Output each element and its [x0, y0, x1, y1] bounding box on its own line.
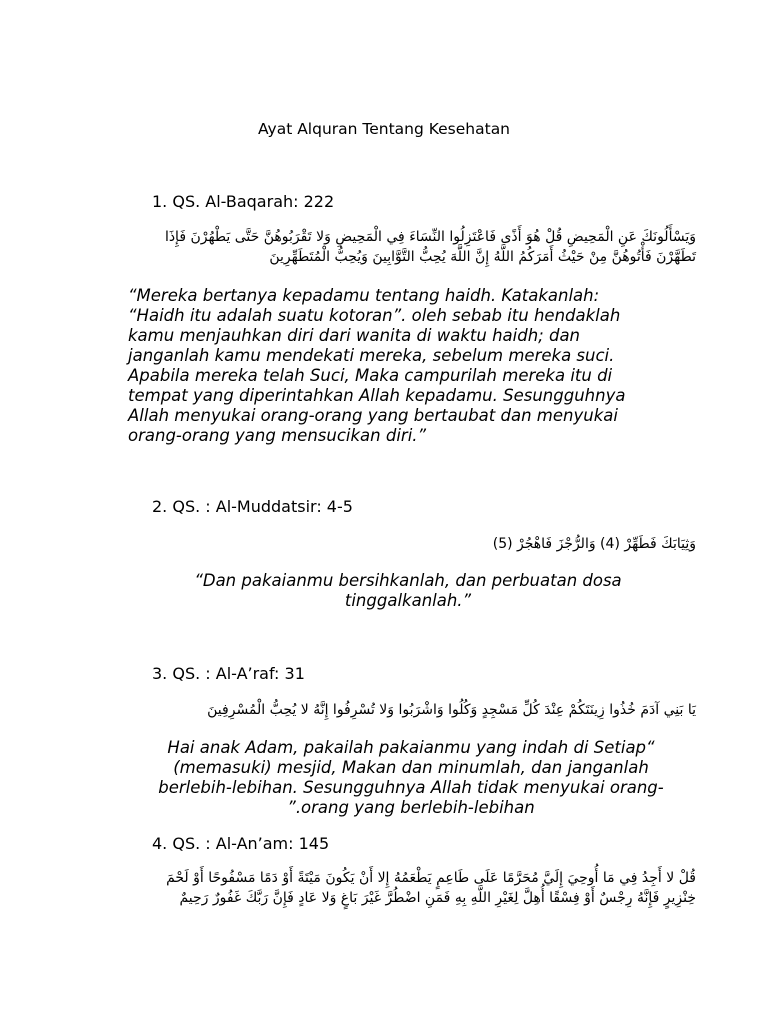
translation-line: janganlah kamu mendekati mereka, sebelum mereka suci. — [128, 346, 615, 365]
arabic-line: وَثِيَابَكَ فَطَهِّرْ (4) وَالرُّجْزَ فَاهْجُرْ (5) — [492, 536, 696, 552]
section-heading-4: 4. QS. : Al-An’am: 145 — [152, 834, 330, 853]
translation-line: “Mereka bertanya kepadamu tentang haidh. Katakanlah: — [128, 286, 600, 305]
translation-line: tinggalkanlah.” — [344, 591, 472, 610]
page-title: Ayat Alquran Tentang Kesehatan — [257, 120, 511, 138]
translation-line: berlebih-lebihan. Sesungguhnya Allah tidak menyukai orang- — [158, 778, 664, 797]
arabic-line: وَيَسْأَلُونَكَ عَنِ الْمَحِيضِ قُلْ هُوَ أَذًى فَاعْتَزِلُوا النِّسَاءَ فِي الْمَحِيضِ وَلا تَقْرَبُوهُنَّ حَتَّى يَطْهُرْنَ فَإِذَا — [164, 229, 696, 245]
arabic-verse-4 — [118, 868, 696, 908]
translation-line: Hai anak Adam, pakailah pakaianmu yang indah di Setiap“ — [167, 738, 655, 757]
arabic-line: قُلْ لا أَجِدُ فِي مَا أُوحِيَ إِلَيَّ مُحَرَّمًا عَلَى طَاعِمٍ يَطْعَمُهُ إِلا أَنْ يَكُونَ مَيْتَةً أَوْ دَمًا مَسْفُوحًا أَوْ لَحْمَ — [166, 870, 696, 886]
translation-2 — [128, 571, 688, 611]
translation-line: Allah menyukai orang-orang yang bertaubat dan menyukai — [128, 406, 618, 425]
arabic-verse-1 — [118, 227, 696, 267]
translation-line: ”.orang yang berlebih-lebihan — [287, 798, 535, 817]
translation-3 — [118, 738, 704, 818]
translation-line: “Haidh itu adalah suatu kotoran”. oleh sebab itu hendaklah — [128, 306, 621, 325]
section-heading-1: 1. QS. Al-Baqarah: 222 — [152, 192, 335, 211]
translation-line: (memasuki) mesjid, Makan dan minumlah, dan janganlah — [173, 758, 649, 777]
section-heading-3: 3. QS. : Al-A’raf: 31 — [152, 664, 305, 683]
arabic-verse-3 — [118, 700, 696, 720]
section-heading-2: 2. QS. : Al-Muddatsir: 4-5 — [152, 497, 353, 516]
translation-line: Apabila mereka telah Suci, Maka campurilah mereka itu di — [128, 366, 613, 385]
translation-line: tempat yang diperintahkan Allah kepadamu. Sesungguhnya — [128, 386, 626, 405]
translation-1 — [128, 286, 688, 446]
arabic-verse-2 — [118, 534, 696, 554]
arabic-line: يَا بَنِي آدَمَ خُذُوا زِينَتَكُمْ عِنْدَ كُلِّ مَسْجِدٍ وَكُلُوا وَاشْرَبُوا وَلا تُسْرِفُوا إِنَّهُ لا يُحِبُّ الْمُسْرِفِينَ — [207, 702, 696, 718]
arabic-line: تَطَهَّرْنَ فَأْتُوهُنَّ مِنْ حَيْثُ أَمَرَكُمُ اللَّهُ إِنَّ اللَّهَ يُحِبُّ التَّوَّابِينَ وَيُحِبُّ الْمُتَطَهِّرِينَ — [269, 249, 696, 265]
translation-line: “Dan pakaianmu bersihkanlah, dan perbuatan dosa — [194, 571, 622, 590]
translation-line: kamu menjauhkan diri dari wanita di waktu haidh; dan — [128, 326, 581, 345]
arabic-line: خِنْزِيرٍ فَإِنَّهُ رِجْسٌ أَوْ فِسْقًا أُهِلَّ لِغَيْرِ اللَّهِ بِهِ فَمَنِ اضْطُرَّ غَيْرَ بَاغٍ وَلا عَادٍ فَإِنَّ رَبَّكَ غَفُورٌ رَحِيمٌ — [179, 890, 696, 906]
translation-line: orang-orang yang mensucikan diri.” — [128, 426, 427, 445]
